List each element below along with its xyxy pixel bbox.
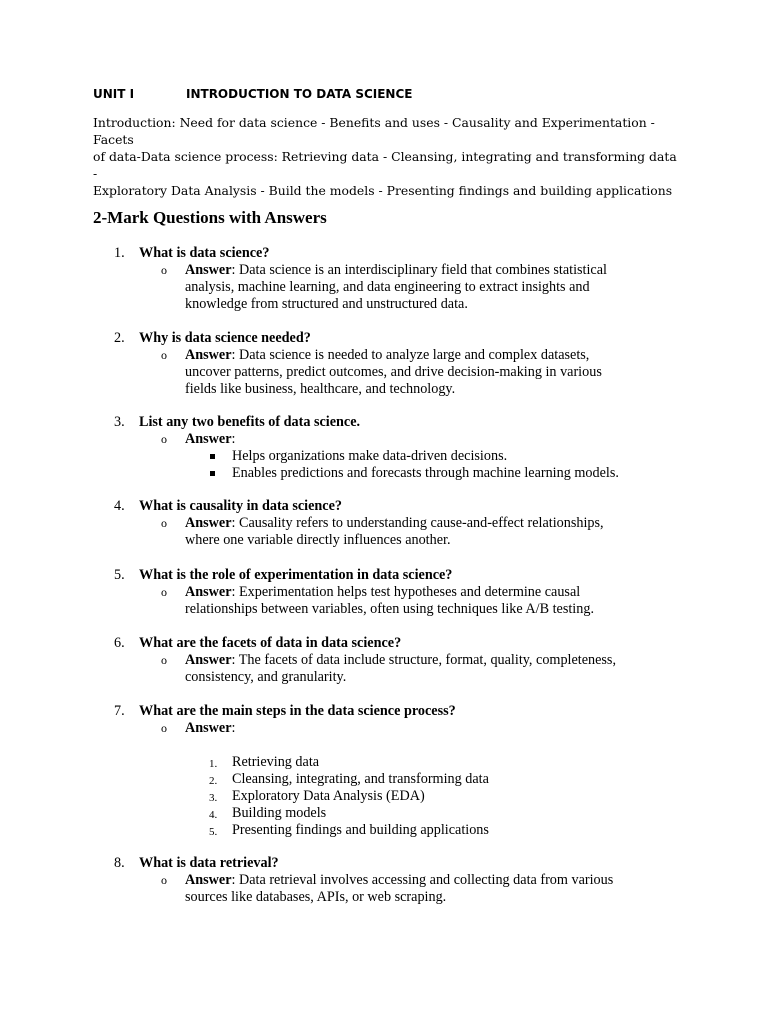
answer-bullet-icon: o xyxy=(161,432,167,446)
question-number: 8. xyxy=(114,855,125,871)
list-item xyxy=(0,754,768,771)
step-number: 5. xyxy=(209,826,218,838)
answer-content: Data retrieval involves accessing and collecting data from various sources like databases, APIs, or web scraping. xyxy=(185,872,614,905)
question-text: List any two benefits of data science. xyxy=(139,414,361,430)
question-text: What is the role of experimentation in data science? xyxy=(139,567,453,583)
question-text: What are the main steps in the data science process? xyxy=(139,703,456,719)
list-item xyxy=(0,448,768,465)
step-text: Cleansing, integrating, and transforming data xyxy=(232,771,489,787)
section-title: 2-Mark Questions with Answers xyxy=(93,208,327,227)
answer-content: Data science is needed to analyze large and complex datasets, uncover patterns, predict outcomes, and drive decision-making in various fields like business, healthcare, and technology. xyxy=(185,347,602,397)
list-item xyxy=(0,805,768,822)
answer-text: Answer: Data science is needed to analyze large and complex datasets, uncover patterns, predict outcomes, and drive decision-making in various fields like business, healthcare, and technology. xyxy=(185,347,602,397)
list-item xyxy=(0,771,768,788)
unit-introduction: Introduction: Need for data science - Benefits and uses - Causality and Experimentation - Facets of data-Data science process: Retrieving data - Cleansing, integrating and transforming data - Exploratory Data Analysis - Build the models - Presenting findings and building applications xyxy=(93,115,677,198)
square-bullet-icon xyxy=(210,454,215,459)
unit-heading xyxy=(93,87,413,101)
answer-bullet-icon: o xyxy=(161,585,167,599)
step-number: 1. xyxy=(209,758,218,770)
question-number: 5. xyxy=(114,567,125,583)
step-number: 4. xyxy=(209,809,218,821)
answer-text: Answer: Experimentation helps test hypotheses and determine causal relationships between variables, often using techniques like A/B testing. xyxy=(185,584,594,617)
answer-label: Answer xyxy=(185,720,232,736)
list-item xyxy=(0,788,768,805)
question-number: 1. xyxy=(114,245,125,261)
answer-bullet-icon: o xyxy=(161,721,167,735)
answer-bullet-icon: o xyxy=(161,516,167,530)
answer-label: Answer xyxy=(185,652,232,668)
question-text: What are the facets of data in data science? xyxy=(139,635,402,651)
answer-content: The facets of data include structure, format, quality, completeness, consistency, and granularity. xyxy=(185,652,617,685)
question-text: What is data retrieval? xyxy=(139,855,279,871)
question-text: What is causality in data science? xyxy=(139,498,342,514)
list-item xyxy=(0,465,768,482)
answer-bullet-icon: o xyxy=(161,653,167,667)
answer-label: Answer xyxy=(185,584,232,600)
question-number: 4. xyxy=(114,498,125,514)
question-number: 3. xyxy=(114,414,125,430)
list-item xyxy=(0,822,768,839)
list-item-text: Enables predictions and forecasts through machine learning models. xyxy=(232,465,619,481)
question-number: 7. xyxy=(114,703,125,719)
answer-label: Answer xyxy=(185,262,232,278)
answer-text: Answer: xyxy=(185,431,236,447)
answer-content: Causality refers to understanding cause-and-effect relationships, where one variable directly influences another. xyxy=(185,515,604,548)
answer-text: Answer: Causality refers to understanding cause-and-effect relationships, where one variable directly influences another. xyxy=(185,515,604,548)
answer-bullet-icon: o xyxy=(161,348,167,362)
answer-content: Experimentation helps test hypotheses and determine causal relationships between variables, often using techniques like A/B testing. xyxy=(185,584,594,617)
step-number: 2. xyxy=(209,775,218,787)
answer-bullet-icon: o xyxy=(161,263,167,277)
question-text: What is data science? xyxy=(139,245,270,261)
answer-bullet-icon: o xyxy=(161,873,167,887)
answer-text: Answer: Data retrieval involves accessing and collecting data from various sources like databases, APIs, or web scraping. xyxy=(185,872,614,905)
answer-label: Answer xyxy=(185,347,232,363)
step-text: Presenting findings and building applications xyxy=(232,822,489,838)
unit-title: INTRODUCTION TO DATA SCIENCE xyxy=(186,87,413,101)
step-number: 3. xyxy=(209,792,218,804)
step-text: Retrieving data xyxy=(232,754,320,770)
answer-label: Answer xyxy=(185,431,232,447)
answer-text: Answer: The facets of data include structure, format, quality, completeness, consistency, and granularity. xyxy=(185,652,617,685)
question-text: Why is data science needed? xyxy=(139,330,311,346)
answer-text: Answer: xyxy=(185,720,236,736)
list-item-text: Helps organizations make data-driven decisions. xyxy=(232,448,508,464)
question-number: 6. xyxy=(114,635,125,651)
step-text: Building models xyxy=(232,805,327,821)
step-text: Exploratory Data Analysis (EDA) xyxy=(232,788,425,804)
unit-label: UNIT I xyxy=(93,87,135,101)
answer-label: Answer xyxy=(185,872,232,888)
answer-content: Data science is an interdisciplinary field that combines statistical analysis, machine learning, and data engineering to extract insights and knowledge from structured and unstructured data. xyxy=(185,262,607,312)
square-bullet-icon xyxy=(210,471,215,476)
answer-label: Answer xyxy=(185,515,232,531)
question-number: 2. xyxy=(114,330,125,346)
answer-text: Answer: Data science is an interdisciplinary field that combines statistical analysis, machine learning, and data engineering to extract insights and knowledge from structured and unstructured data. xyxy=(185,262,607,312)
